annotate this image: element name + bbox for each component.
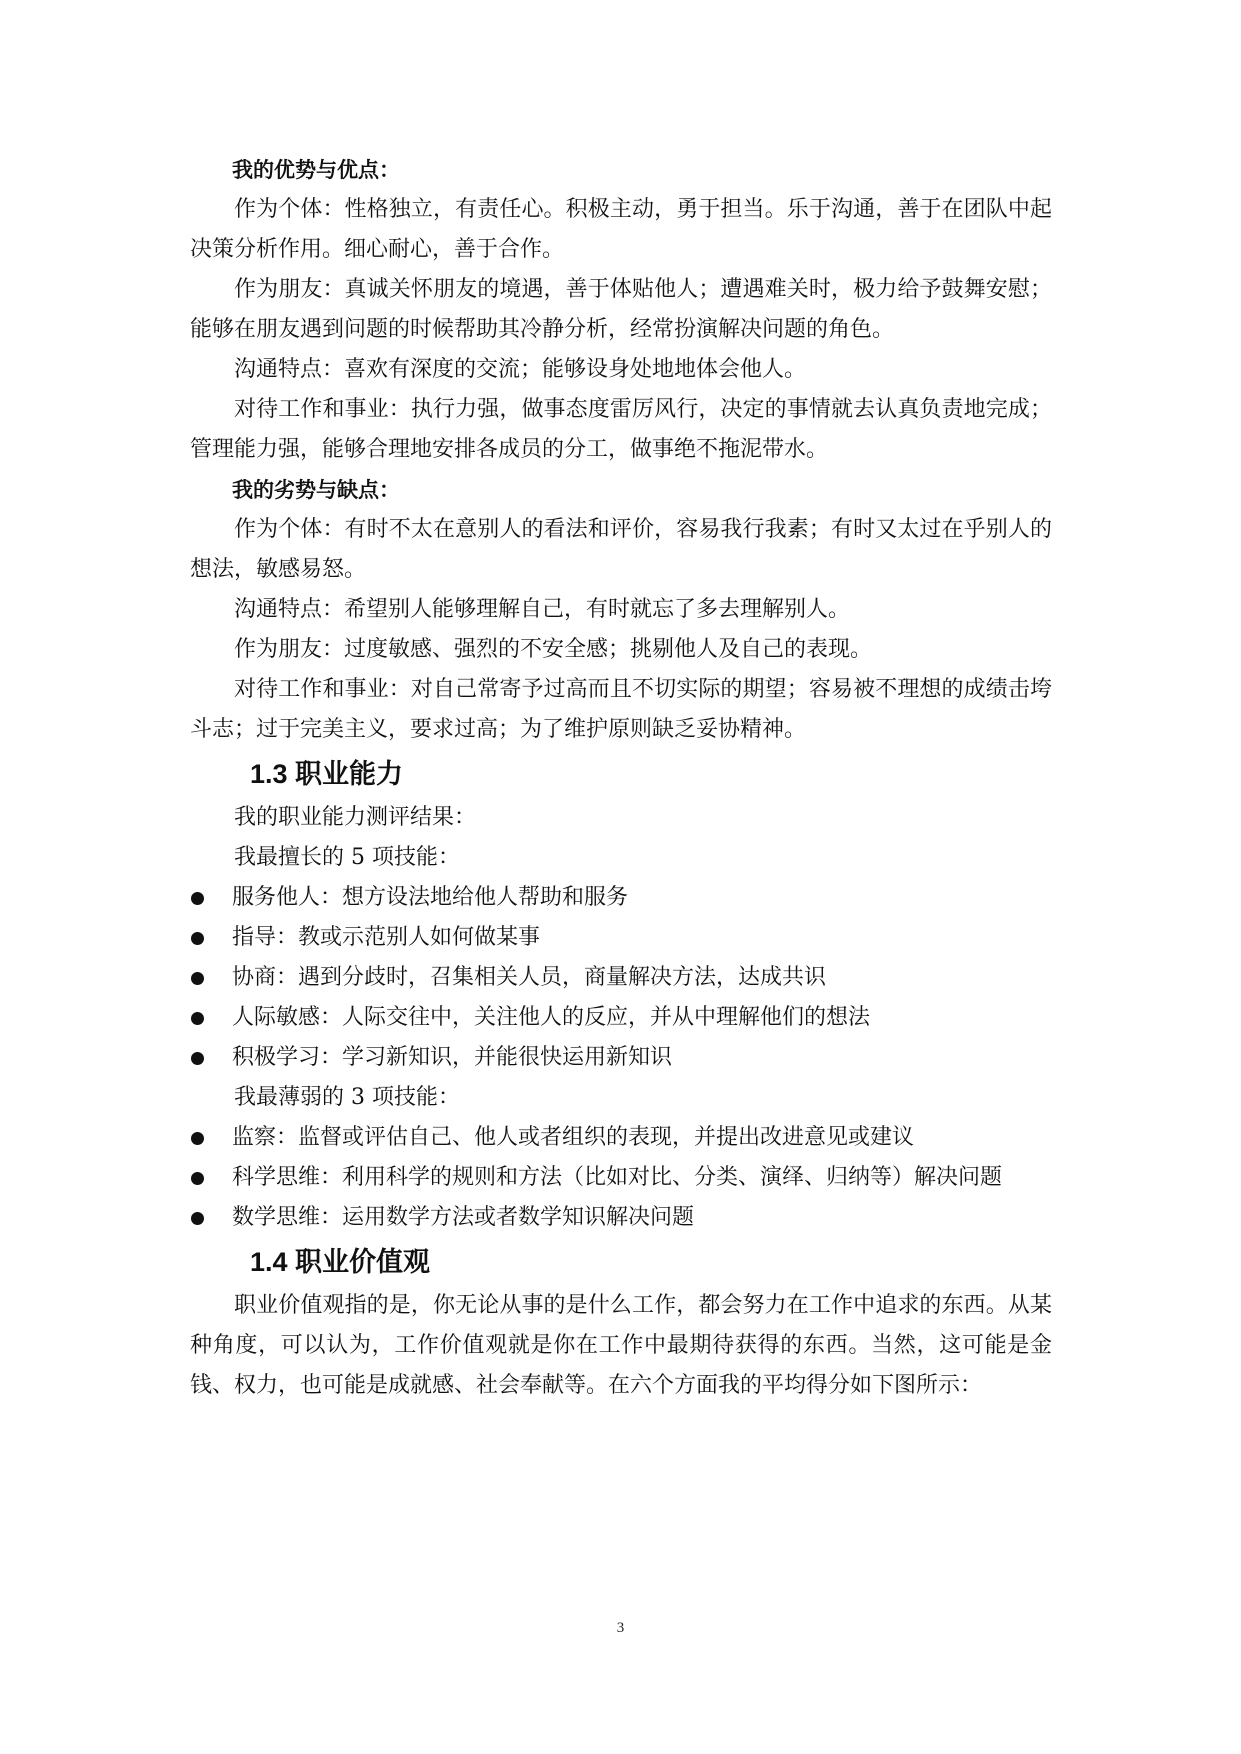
list-item [190, 1198, 1052, 1238]
bullet-dot-icon [191, 972, 204, 985]
strengths-paragraph-communication: 沟通特点：喜欢有深度的交流；能够设身处地地体会他人。 [234, 357, 807, 382]
list-item [190, 918, 1052, 958]
top-skill-text: 服务他人：想方设法地给他人帮助和服务 [232, 885, 629, 910]
weaknesses-paragraph-work: 对待工作和事业：对自己常寄予过高而且不切实际的期望；容易被不理想的成绩击垮斗志；过于完美主义，要求过高；为了维护原则缺乏妥协精神。 [190, 677, 1052, 742]
bullet-dot-icon [191, 892, 204, 905]
weak-skill-text: 数学思维：运用数学方法或者数学知识解决问题 [232, 1205, 695, 1230]
list-item [190, 998, 1052, 1038]
section-title-career-values: 1.4 职业价值观 [250, 1247, 431, 1277]
bullet-dot-icon [191, 1212, 204, 1225]
list-item [190, 1038, 1052, 1078]
weaknesses-paragraph-individual: 作为个体：有时不太在意别人的看法和评价，容易我行我素；有时又太过在乎别人的想法，敏感易怒。 [190, 517, 1052, 582]
weak-skill-text: 科学思维：利用科学的规则和方法（比如对比、分类、演绎、归纳等）解决问题 [232, 1165, 1003, 1190]
weak-skills-list [190, 1118, 1052, 1238]
top-skill-text: 指导：教或示范别人如何做某事 [232, 925, 541, 950]
top-skill-text: 积极学习：学习新知识，并能很快运用新知识 [232, 1045, 673, 1070]
ability-intro: 我的职业能力测评结果： [234, 805, 477, 830]
bullet-dot-icon [191, 1132, 204, 1145]
weaknesses-paragraph-friend: 作为朋友：过度敏感、强烈的不安全感；挑剔他人及自己的表现。 [234, 637, 873, 662]
top-skill-text: 人际敏感：人际交往中，关注他人的反应，并从中理解他们的想法 [232, 1005, 871, 1030]
weak-skills-label: 我最薄弱的 3 项技能： [234, 1085, 460, 1110]
document-page [190, 150, 1052, 1406]
top-skills-label: 我最擅长的 5 项技能： [234, 845, 460, 870]
bullet-dot-icon [191, 932, 204, 945]
strengths-paragraph-friend: 作为朋友：真诚关怀朋友的境遇，善于体贴他人；遭遇难关时，极力给予鼓舞安慰；能够在朋友遇到问题的时候帮助其冷静分析，经常扮演解决问题的角色。 [190, 277, 1052, 342]
weaknesses-heading: 我的劣势与缺点： [232, 478, 400, 502]
strengths-paragraph-work: 对待工作和事业：执行力强，做事态度雷厉风行，决定的事情就去认真负责地完成；管理能力强，能够合理地安排各成员的分工，做事绝不拖泥带水。 [190, 397, 1052, 462]
strengths-paragraph-individual: 作为个体：性格独立，有责任心。积极主动，勇于担当。乐于沟通，善于在团队中起决策分析作用。细心耐心，善于合作。 [190, 197, 1052, 262]
bullet-dot-icon [191, 1052, 204, 1065]
weaknesses-paragraph-communication: 沟通特点：希望别人能够理解自己，有时就忘了多去理解别人。 [234, 597, 851, 622]
list-item [190, 1158, 1052, 1198]
list-item [190, 958, 1052, 998]
top-skills-list [190, 878, 1052, 1078]
page-number: 3 [616, 1620, 625, 1636]
section-title-career-ability: 1.3 职业能力 [250, 759, 404, 789]
strengths-heading: 我的优势与优点： [232, 158, 400, 182]
weak-skill-text: 监察：监督或评估自己、他人或者组织的表现，并提出改进意见或建议 [232, 1125, 915, 1150]
bullet-dot-icon [191, 1012, 204, 1025]
list-item [190, 1118, 1052, 1158]
values-paragraph: 职业价值观指的是，你无论从事的是什么工作，都会努力在工作中追求的东西。从某种角度，可以认为，工作价值观就是你在工作中最期待获得的东西。当然，这可能是金钱、权力，也可能是成就感、社会奉献等。在六个方面我的平均得分如下图所示： [190, 1293, 1052, 1398]
list-item [190, 878, 1052, 918]
top-skill-text: 协商：遇到分歧时，召集相关人员，商量解决方法，达成共识 [232, 965, 827, 990]
bullet-dot-icon [191, 1172, 204, 1185]
